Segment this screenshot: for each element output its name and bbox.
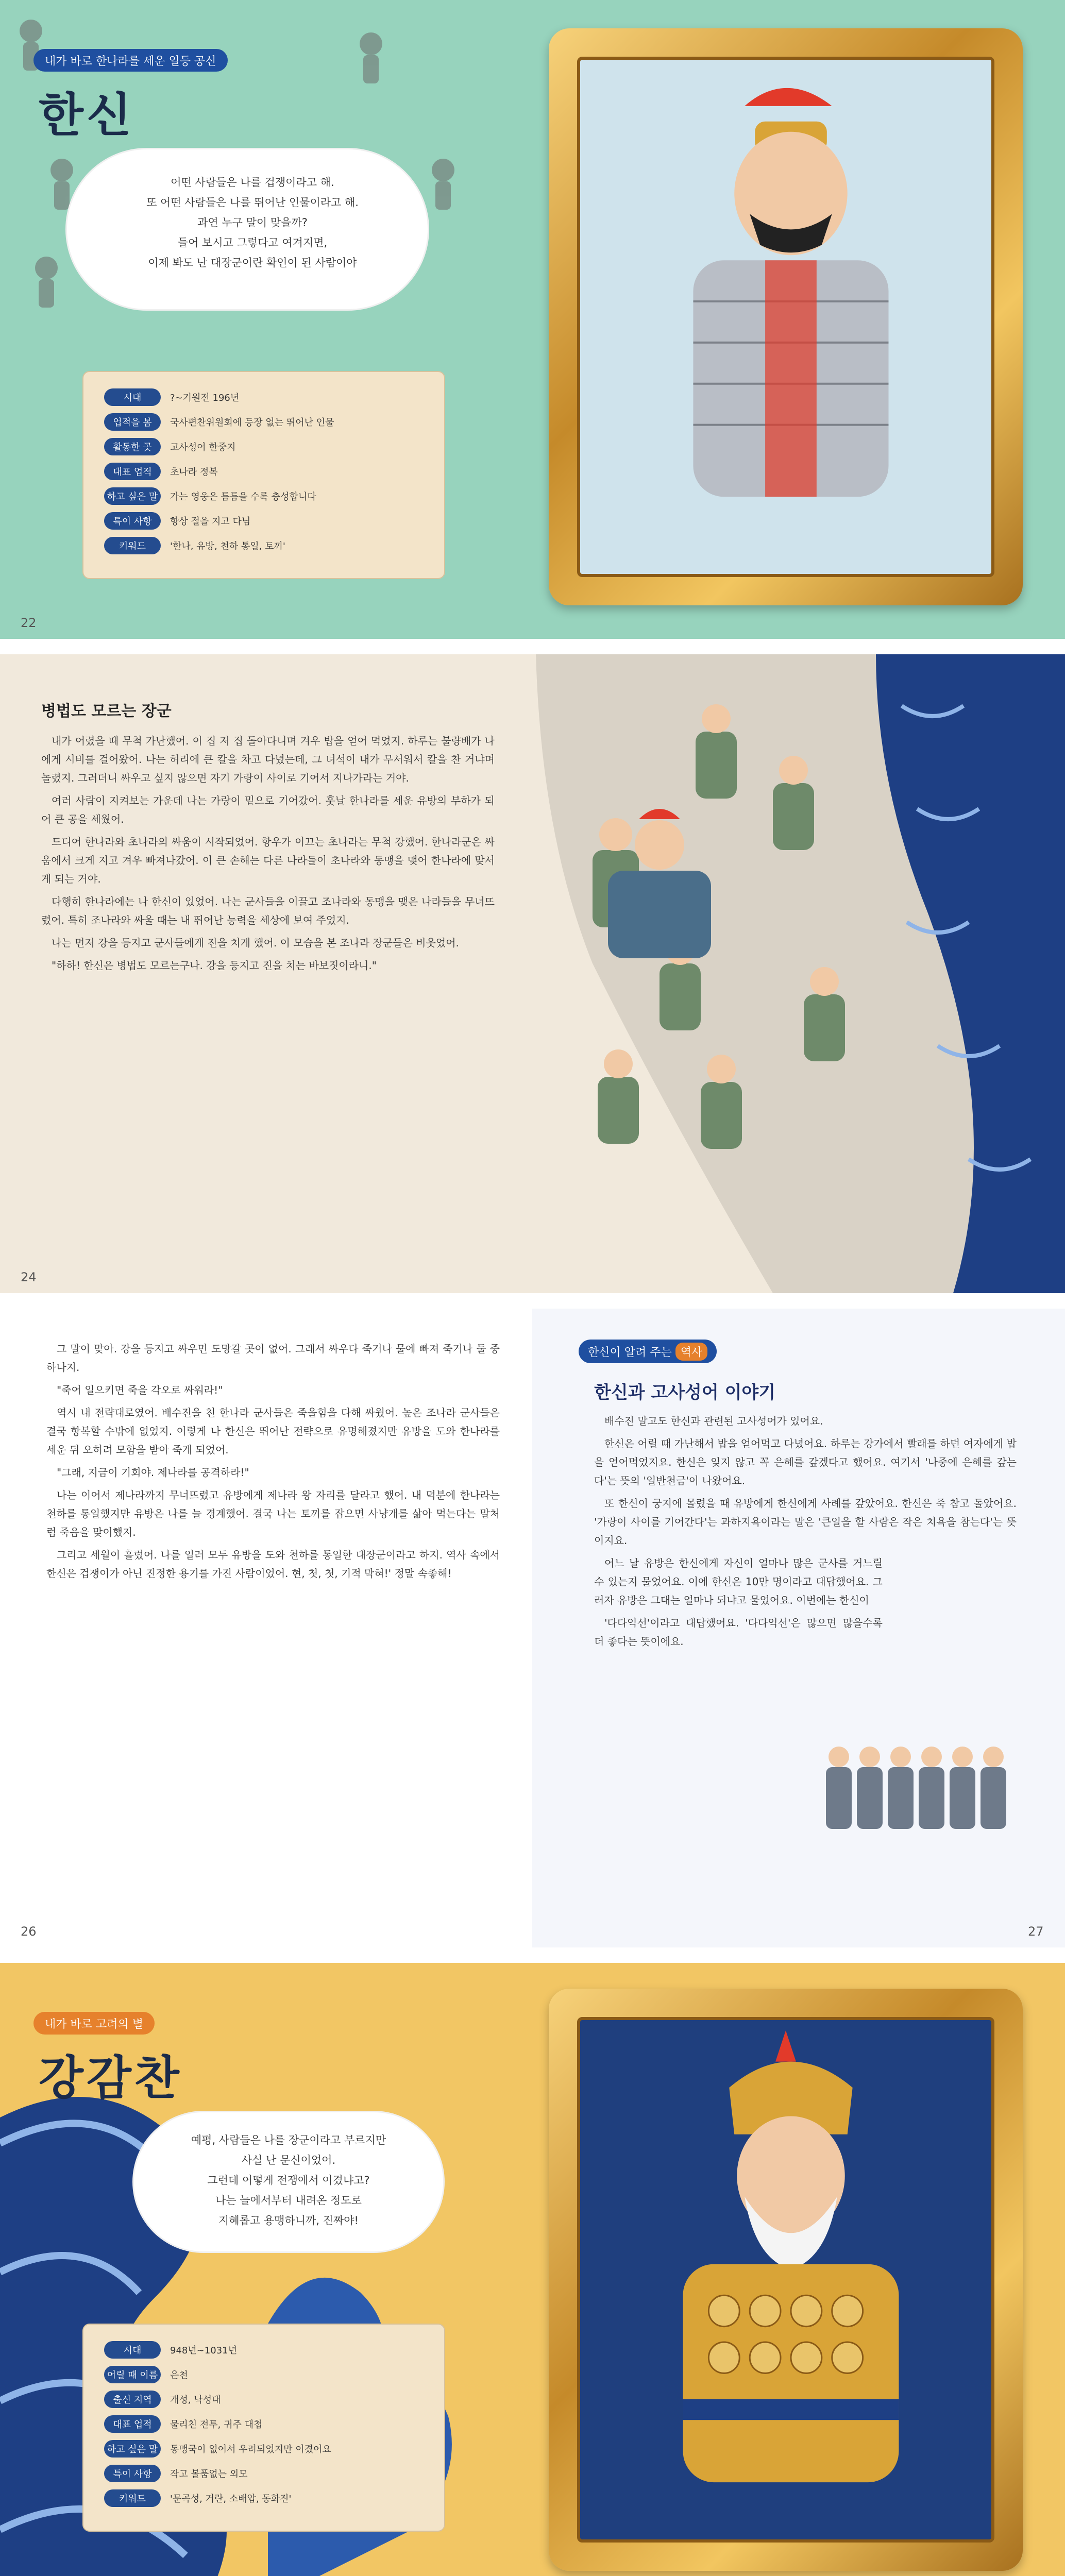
info-row: 특이 사항 항상 절을 지고 다님 — [104, 511, 250, 531]
info-row: 대표 업적 물리친 전투, 귀주 대첩 — [104, 2414, 262, 2434]
info-row: 업적을 봄 국사편찬위원회에 등장 없는 뛰어난 인물 — [104, 412, 334, 432]
speech-cloud-text: 어떤 사람들은 나를 겁쟁이라고 해. 또 어떤 사람들은 나를 뛰어난 인물이라고 해. 과연 누구 말이 맞을까? 들어 보시고 그렇다고 여겨지면, 이제 봐도 난 대장군이란 확인이 된 사람이야 — [146, 176, 359, 269]
subtitle-tag: 내가 바로 한나라를 세운 일등 공신 — [33, 49, 228, 72]
info-row: 키워드 '문곡성, 거란, 소배압, 동화진' — [104, 2488, 292, 2508]
portrait-frame — [549, 1989, 1023, 2571]
info-row: 하고 싶은 말 가는 영웅은 틈틈을 수록 충성합니다 — [104, 486, 316, 506]
info-row: 키워드 '한나, 유방, 천하 통일, 토끼' — [104, 536, 285, 555]
paragraph: "그래, 지금이 기회야. 제나라를 공격하라!" — [57, 1466, 249, 1479]
hanxin-portrait-illustration — [580, 60, 991, 574]
info-row: 하고 싶은 말 동맹국이 없어서 우려되었지만 이겼어요 — [104, 2439, 331, 2459]
paragraph: "하하! 한신은 병법도 모르는구나. 강을 등지고 진을 치는 바보짓이라니." — [52, 959, 377, 972]
info-row: 시대 ?~기원전 196년 — [104, 387, 239, 407]
paragraph: '다다익선'이라고 대답했어요. '다다익선'은 많으면 많을수록 더 좋다는 뜻이에요. — [594, 1617, 883, 1648]
paragraph: 나는 이어서 제나라까지 무너뜨렸고 유방에게 제나라 왕 자리를 달라고 했어. 내 덕분에 한나라는 천하를 통일했지만 유방은 나를 늘 경계했어. 결국 나는 토끼를 잡으면 사냥개를 삶아 먹는다는 말처럼 죽음을 맞이했지. — [46, 1489, 500, 1538]
page-number: 22 — [21, 616, 37, 630]
page-number: 26 — [21, 1924, 37, 1939]
info-row: 대표 업적 초나라 정복 — [104, 462, 218, 481]
info-row: 출신 지역 개성, 낙성대 — [104, 2389, 221, 2409]
paragraph: 드디어 한나라와 초나라의 싸움이 시작되었어. 항우가 이끄는 초나라는 무척 강했어. 한나라군은 싸움에서 크게 지고 겨우 빠져나갔어. 이 큰 손해는 다른 나라들이 초나라와 동맹을 맺어 한나라에 맞서게 되는 거야. — [41, 836, 495, 885]
side-panel-label: 한신이 알려 주는 역사 — [579, 1340, 717, 1363]
portrait-frame — [549, 28, 1023, 605]
section-title: 병법도 모르는 장군 — [41, 702, 172, 720]
character-name: 한신 — [39, 88, 134, 142]
paragraph: 그리고 세월이 흘렀어. 나를 일러 모두 유방을 도와 천하를 통일한 대장군이라고 하지. 역사 속에서 한신은 겁쟁이가 아닌 진정한 용기를 가진 사람이었어. 현, 첫, 첫, 기적 막혀!' 정말 속좋해! — [46, 1549, 500, 1580]
character-name: 강감찬 — [39, 2051, 182, 2105]
body-text — [41, 732, 495, 975]
info-scroll — [82, 371, 445, 579]
paragraph: 그 말이 맞아. 강을 등지고 싸우면 도망갈 곳이 없어. 그래서 싸우다 죽거나 물에 빠져 죽거나 둘 중 하나지. — [46, 1343, 500, 1374]
info-scroll — [82, 2324, 445, 2532]
side-panel-title: 한신과 고사성어 이야기 — [594, 1382, 776, 1403]
paragraph: 또 한신이 궁지에 몰렸을 때 유방에게 한신에게 사례를 갚았어요. 한신은 죽 참고 돌았어요. '가랑이 사이를 기어간다'는 과하지욕이라는 말은 '큰일을 할 사람은 작은 치욕을 참는다'는 뜻이지요. — [594, 1497, 1017, 1547]
paragraph: 한신은 어릴 때 가난해서 밥을 얻어먹고 다녔어요. 하루는 강가에서 빨래를 하던 여자에게 밥을 얻어먹었지요. 한신은 잊지 않고 꼭 은혜를 갚겠다고 했어요. 여기서 '나중에 은혜를 갚는다'는 뜻의 '일반천금'이 나왔어요. — [594, 1437, 1017, 1487]
paragraph: 여러 사람이 지켜보는 가운데 나는 가랑이 밑으로 기어갔어. 훗날 한나라를 세운 유방의 부하가 되어 큰 공을 세웠어. — [41, 794, 495, 825]
side-panel-body — [594, 1412, 1017, 1651]
page-number: 24 — [21, 1270, 37, 1284]
speech-cloud-text: 예평, 사람들은 나를 장군이라고 부르지만 사실 난 문신이었어. 그런데 어떻게 전쟁에서 이겼냐고? 나는 늘에서부터 내려온 정도로 지혜롭고 용맹하니까, 진짜야! — [191, 2134, 386, 2227]
info-row: 시대 948년~1031년 — [104, 2340, 237, 2360]
paragraph: "죽어 일으키면 죽을 각오로 싸워라!" — [57, 1384, 223, 1396]
spread-hanxin-battle — [0, 654, 1065, 1293]
body-text — [46, 1340, 500, 1583]
side-panel — [532, 1309, 1065, 1947]
spread-ganggamchan-intro — [0, 1963, 1065, 2576]
spread-hanxin-intro — [0, 0, 1065, 639]
spread-hanxin-story — [0, 1309, 1065, 1947]
paragraph: 어느 날 유방은 한신에게 자신이 얼마나 많은 군사를 거느릴 수 있는지 물었어요. 이에 한신은 10만 명이라고 대답했어요. 그러자 유방은 그대는 얼마나 되냐고 물었어요. 이번에는 한신이 — [594, 1557, 883, 1606]
subtitle-tag: 내가 바로 고려의 별 — [33, 2012, 155, 2035]
paragraph: 다행히 한나라에는 나 한신이 있었어. 나는 군사들을 이끌고 조나라와 동맹을 맺은 나라들을 무너뜨렸어. 특히 조나라와 싸울 때는 내 뛰어난 능력을 세상에 보여 주었지. — [41, 895, 495, 926]
info-row: 특이 사항 작고 볼품없는 외모 — [104, 2464, 248, 2483]
soldier-group-illustration — [821, 1736, 1037, 1839]
paragraph: 배수진 말고도 한신과 관련된 고사성어가 있어요. — [604, 1415, 823, 1427]
paragraph: 나는 먼저 강을 등지고 군사들에게 진을 치게 했어. 이 모습을 본 조나라 장군들은 비웃었어. — [52, 937, 459, 949]
ganggamchan-portrait-illustration — [580, 2020, 991, 2539]
paragraph: 내가 어렸을 때 무척 가난했어. 이 집 저 집 돌아다니며 겨우 밥을 얻어 먹었지. 하루는 불량배가 나에게 시비를 걸어왔어. 나는 허리에 큰 칼을 차고 다녔는데, 그 녀석이 내가 무서워서 칼을 찬 거냐며 놀렸지. 그러더니 싸우고 싶지 않으면 자기 가랑이 사이로 기어서 지나가라는 거야. — [41, 735, 495, 784]
paragraph: 역시 내 전략대로였어. 배수진을 친 한나라 군사들은 죽을힘을 다해 싸웠어. 높은 조나라 군사들은 결국 항복할 수밖에 없었지. 이렇게 나 한신은 뛰어난 전략으로 유명해졌지만 유방을 도와 한나라를 세운 뒤 오히려 모함을 받아 죽게 되었어. — [46, 1406, 500, 1456]
page-number: 27 — [1028, 1924, 1044, 1939]
info-row: 활동한 곳 고사성어 한중지 — [104, 437, 235, 456]
info-row: 어릴 때 이름 은천 — [104, 2365, 188, 2384]
